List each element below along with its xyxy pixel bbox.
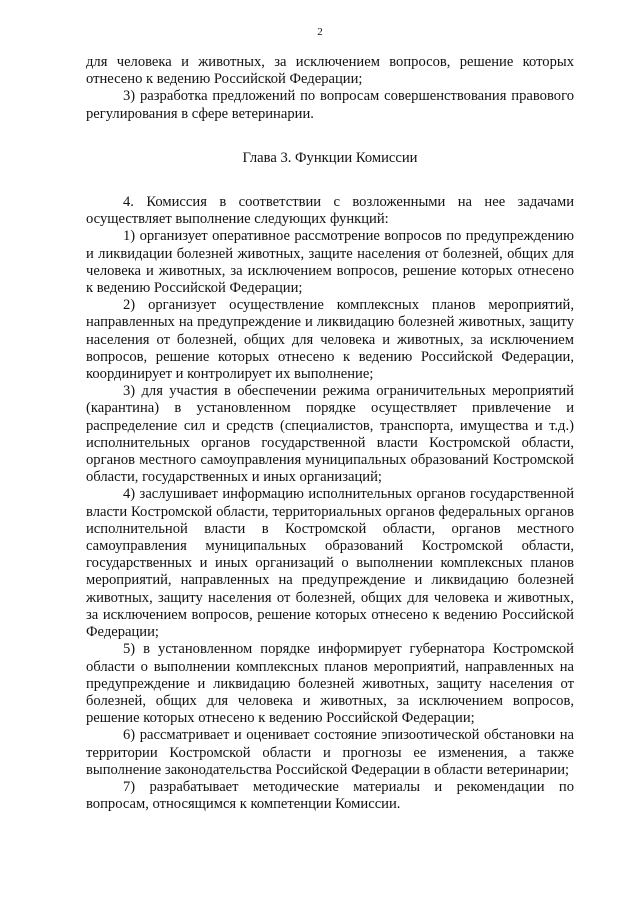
function-item-2: 2) организует осуществление комплексных планов мероприятий, направленных на предупреждение и ликвидацию болезней животных, защиту населения от болезней, общих для человека и животных, за исключением вопросов, решение которых отнесено к ведению Российской Федерации, координирует и контролирует их выполнение; [86,297,574,383]
function-item-4: 4) заслушивает информацию исполнительных органов государственной власти Костромской области, территориальных органов федеральных органов исполнительной власти в Костромской области, органов местного самоуправления муниципальных образований Костромской области, государственных и иных организаций о выполнении комплексных планов мероприятий, направленных на предупреждение и ликвидацию болезней животных, защиту населения от болезней, общих для человека и животных, за исключением вопросов, решение которых отнесено к ведению Российской Федерации; [86,486,574,641]
section-4-lead: 4. Комиссия в соответствии с возложенными на нее задачами осуществляет выполнение следующих функций: [86,194,574,228]
function-item-3: 3) для участия в обеспечении режима ограничительных мероприятий (карантина) в установленном порядке осуществляет привлечение и распределение сил и средств (специалистов, транспорта, имущества и т.д.) исполнительных органов государственной власти Костромской области, органов местного самоуправления муниципальных образований Костромской области, государственных и иных организаций; [86,383,574,486]
document-body [86,54,574,813]
function-item-6: 6) рассматривает и оценивает состояние эпизоотической обстановки на территории Костромской области и прогнозы ее изменения, а также выполнение законодательства Российской Федерации в области ветеринарии; [86,727,574,778]
paragraph-item-3-legal-regulation: 3) разработка предложений по вопросам совершенствования правового регулирования в сфере ветеринарии. [86,88,574,122]
function-item-7: 7) разрабатывает методические материалы и рекомендации по вопросам, относящимся к компетенции Комиссии. [86,778,574,813]
paragraph-continuation: для человека и животных, за исключением вопросов, решение которых отнесено к ведению Российской Федерации; [86,54,574,88]
chapter-title: Глава 3. Функции Комиссии [242,149,418,166]
function-item-5: 5) в установленном порядке информирует губернатора Костромской области о выполнении комплексных планов мероприятий, направленных на предупреждение и ликвидацию болезней животных, защиту населения от болезней, общих для человека и животных, за исключением вопросов, решение которых отнесено к ведению Российской Федерации; [86,641,574,727]
page-number: 2 [317,26,323,38]
function-item-1: 1) организует оперативное рассмотрение вопросов по предупреждению и ликвидации болезней животных, защите населения от болезней, общих для человека и животных, за исключением вопросов, решение которых отнесено к ведению Российской Федерации; [86,228,574,297]
